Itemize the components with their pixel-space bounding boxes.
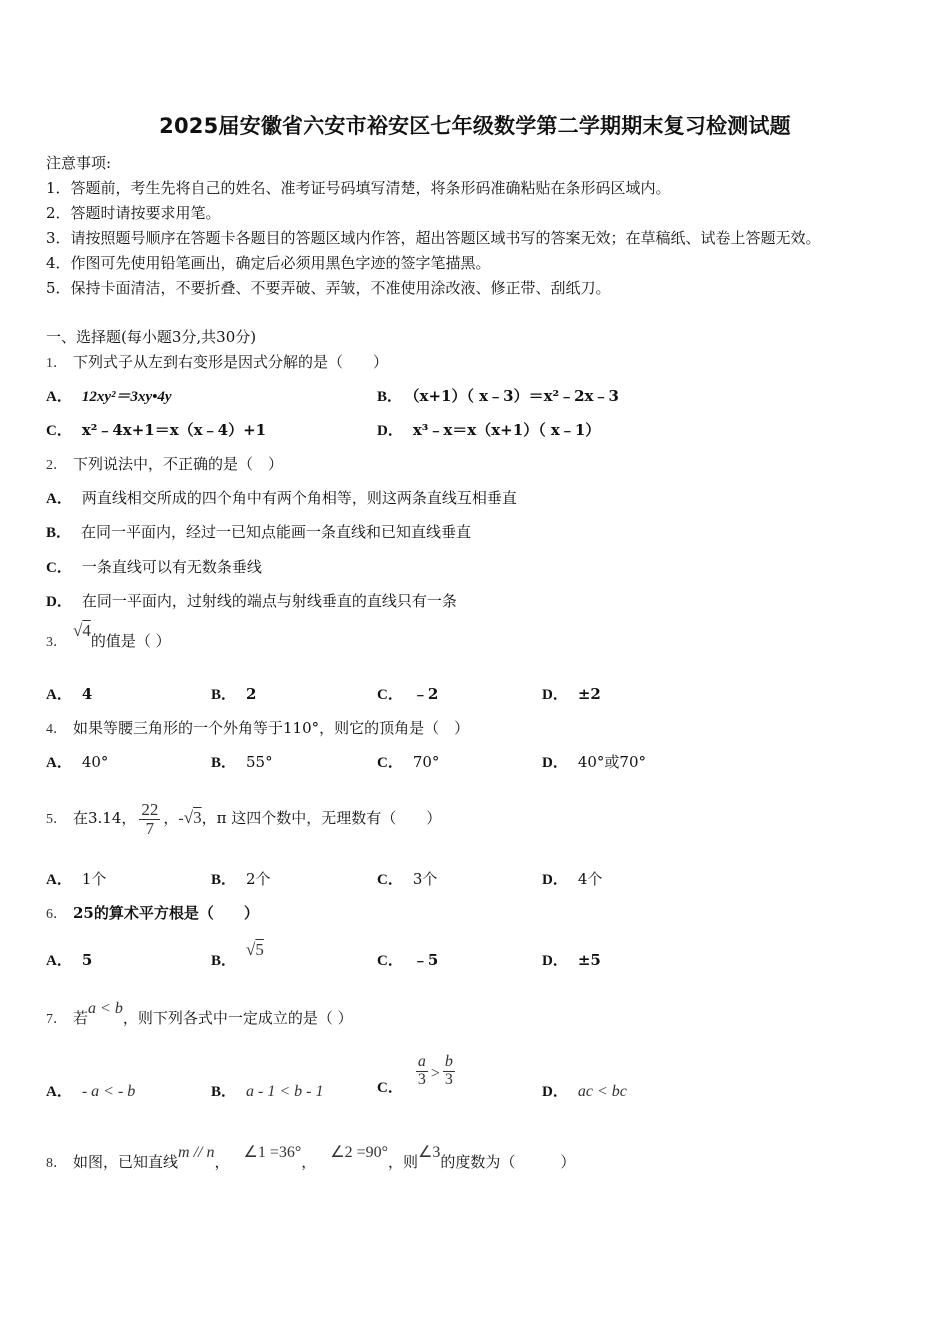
q4-option-b[interactable] [211,751,273,772]
q3-option-a[interactable] [46,683,92,704]
q5-option-a[interactable] [46,868,106,889]
option-text: 两直线相交所成的四个角中有两个角相等，则这两条直线互相垂直 [81,489,517,507]
angle-2-expression: ∠2 =90° [330,1144,389,1161]
question-number: 5． [46,812,67,827]
option-label: D． [542,953,568,969]
option-text: 12xy²＝3xy•4y [81,389,172,405]
question-number: 3． [46,635,67,650]
note-item-1: 1．答题前，考生先将自己的姓名、准考证号码填写清楚，将条形码准确粘贴在条形码区域内。 [46,179,671,197]
question-4 [46,717,469,738]
question-stem-part: 如图，已知直线 [73,1153,179,1171]
question-stem: 25的算术平方根是（ ） [73,904,259,922]
option-text: ac < bc [577,1083,627,1100]
fraction-denominator: 3 [417,1070,426,1088]
minus-sign: - [178,810,184,827]
option-label: A． [46,1084,72,1100]
option-label: B． [211,755,237,771]
option-label: B． [211,953,237,969]
question-3 [46,621,171,651]
fraction-b-3 [443,1054,455,1089]
separator: ， [301,1153,317,1171]
page-title: 2025届安徽省六安市裕安区七年级数学第二学期期末复习检测试题 [159,114,791,138]
option-text: （x+1）（ x﹣3）＝x²﹣2x﹣3 [412,387,619,405]
q4-option-d[interactable] [542,751,646,772]
question-8 [46,1144,576,1172]
option-label: B． [211,872,237,888]
question-stem: 下列说法中，不正确的是（ ） [73,455,284,473]
option-text: 40°或70° [577,753,647,771]
option-text: 一条直线可以有无数条垂线 [81,558,262,576]
sqrt-expression: √3 [183,808,202,827]
radicand: 4 [82,621,91,640]
option-label: A． [46,491,72,507]
angle-3-expression: ∠3 [418,1144,441,1161]
option-text: x²﹣4x+1＝x（x﹣4）+1 [81,421,267,439]
option-text: 3个 [412,870,438,888]
q2-option-d[interactable] [46,590,457,611]
question-number: 6． [46,907,67,922]
option-label: C． [377,755,403,771]
option-text: 5 [81,951,93,969]
question-7 [46,1000,353,1028]
option-label: B． [211,687,237,703]
question-stem-part: 若 [73,1009,89,1027]
option-label: A． [46,755,72,771]
question-number: 7． [46,1012,67,1027]
option-label: D． [46,594,72,610]
question-stem-part: 在3.14， [73,809,137,827]
q7-option-d[interactable] [542,1080,627,1101]
option-label: D． [542,872,568,888]
option-label: C． [46,560,72,576]
option-text: 在同一平面内，过射线的端点与射线垂直的直线只有一条 [81,592,457,610]
option-text: 在同一平面内，经过一已知点能画一条直线和已知直线垂直 [81,523,472,541]
q5-option-c[interactable] [377,868,437,889]
option-label: D． [377,423,403,439]
option-label: C． [377,872,403,888]
notes-heading: 注意事项: [46,154,112,172]
separator: ， [214,1153,230,1171]
q6-option-b[interactable] [211,940,264,970]
radicand: 5 [255,940,264,959]
question-stem-part: ，则下列各式中一定成立的是（ ） [122,1009,353,1027]
question-stem: 下列式子从左到右变形是因式分解的是（ ） [73,353,389,371]
q6-option-d[interactable] [542,949,601,970]
option-label: C． [377,687,403,703]
radicand: 3 [193,808,202,827]
option-text: 2 [246,685,257,703]
angle-1-expression: ∠1 =36° [243,1144,302,1161]
q4-option-a[interactable] [46,751,108,772]
parallel-lines-expression: m // n [178,1144,215,1161]
q1-option-a[interactable] [46,385,172,406]
q4-option-c[interactable] [377,751,439,772]
option-label: C． [46,423,72,439]
question-stem-part: ，π 这四个数中，无理数有（ ） [201,809,442,827]
fraction-denominator: 7 [145,818,155,838]
option-text: 40° [81,753,109,771]
option-label: C． [377,953,403,969]
q2-option-a[interactable] [46,487,517,508]
sqrt-expression: √4 [73,621,91,640]
option-text: a - 1 < b - 1 [246,1083,324,1100]
note-item-4: 4．作图可先使用铅笔画出，确定后必须用黑色字迹的签字笔描黑。 [46,254,491,272]
option-text: 2个 [246,870,271,888]
question-stem-part: ，则 [388,1153,419,1171]
option-text: 4个 [577,870,603,888]
option-label: B． [377,389,403,405]
option-label: B． [211,1084,237,1100]
q7-option-c[interactable] [377,1053,458,1096]
fraction-numerator: a [417,1053,426,1070]
q5-option-b[interactable] [211,868,271,889]
question-number: 8． [46,1156,67,1171]
q1-option-b[interactable] [377,385,619,406]
q1-option-c[interactable] [46,419,266,440]
fraction-numerator: b [444,1053,453,1070]
q3-option-c[interactable] [377,683,438,704]
option-label: C． [377,1080,403,1096]
question-1 [46,351,388,372]
option-text: 70° [412,753,440,771]
option-text: - a < - b [81,1083,136,1100]
q3-option-b[interactable] [211,683,256,704]
note-item-2: 2．答题时请按要求用笔。 [46,204,221,222]
fraction-a-3 [416,1054,428,1089]
note-item-3: 3．请按照题号顺序在答题卡各题目的答题区域内作答，超出答题区域书写的答案无效；在草稿纸、试卷上答题无效。 [46,229,821,247]
option-text: x³﹣x＝x（x+1）（ x﹣1） [412,421,601,439]
question-number: 1． [46,356,67,371]
condition-expression: a < b [88,1000,123,1017]
q5-option-d[interactable] [542,868,602,889]
option-text: 55° [246,753,273,771]
q1-option-d[interactable] [377,419,600,440]
sqrt-expression: √5 [246,940,264,959]
question-number: 2． [46,458,67,473]
separator: ， [163,809,179,827]
fraction-22-7 [139,801,160,838]
option-text: ﹣5 [412,951,439,969]
question-number: 4． [46,722,67,737]
option-label: D． [542,687,568,703]
option-label: A． [46,872,72,888]
note-item-5: 5．保持卡面清洁，不要折叠、不要弄破、弄皱，不准使用涂改液、修正带、刮纸刀。 [46,279,611,297]
option-text: 1个 [81,870,107,888]
q7-option-a[interactable] [46,1080,135,1101]
option-label: D． [542,755,568,771]
q3-option-d[interactable] [542,683,601,704]
question-2 [46,453,283,474]
fraction-numerator: 22 [141,799,159,819]
option-text: 4 [81,685,93,703]
question-stem: 如果等腰三角形的一个外角等于110°，则它的顶角是（ ） [73,719,470,737]
q6-option-c[interactable] [377,949,438,970]
question-5 [46,788,441,850]
greater-than-sign: > [430,1065,440,1082]
option-label: B． [46,525,72,541]
option-label: A． [46,687,72,703]
question-stem-part: 的度数为（ ） [440,1153,576,1171]
option-label: D． [542,1084,568,1100]
option-label: A． [46,953,72,969]
option-text: ﹣2 [412,685,439,703]
fraction-denominator: 3 [444,1070,453,1088]
q2-option-b[interactable] [46,521,471,542]
option-label: A． [46,389,72,405]
q2-option-c[interactable] [46,556,262,577]
section-heading: 一、选择题(每小题3分,共30分) [46,328,257,346]
question-6 [46,902,259,923]
q6-option-a[interactable] [46,949,92,970]
option-text: ±5 [577,951,601,969]
q7-option-b[interactable] [211,1080,323,1101]
question-stem: 的值是（ ） [90,632,171,650]
option-text: ±2 [577,685,601,703]
